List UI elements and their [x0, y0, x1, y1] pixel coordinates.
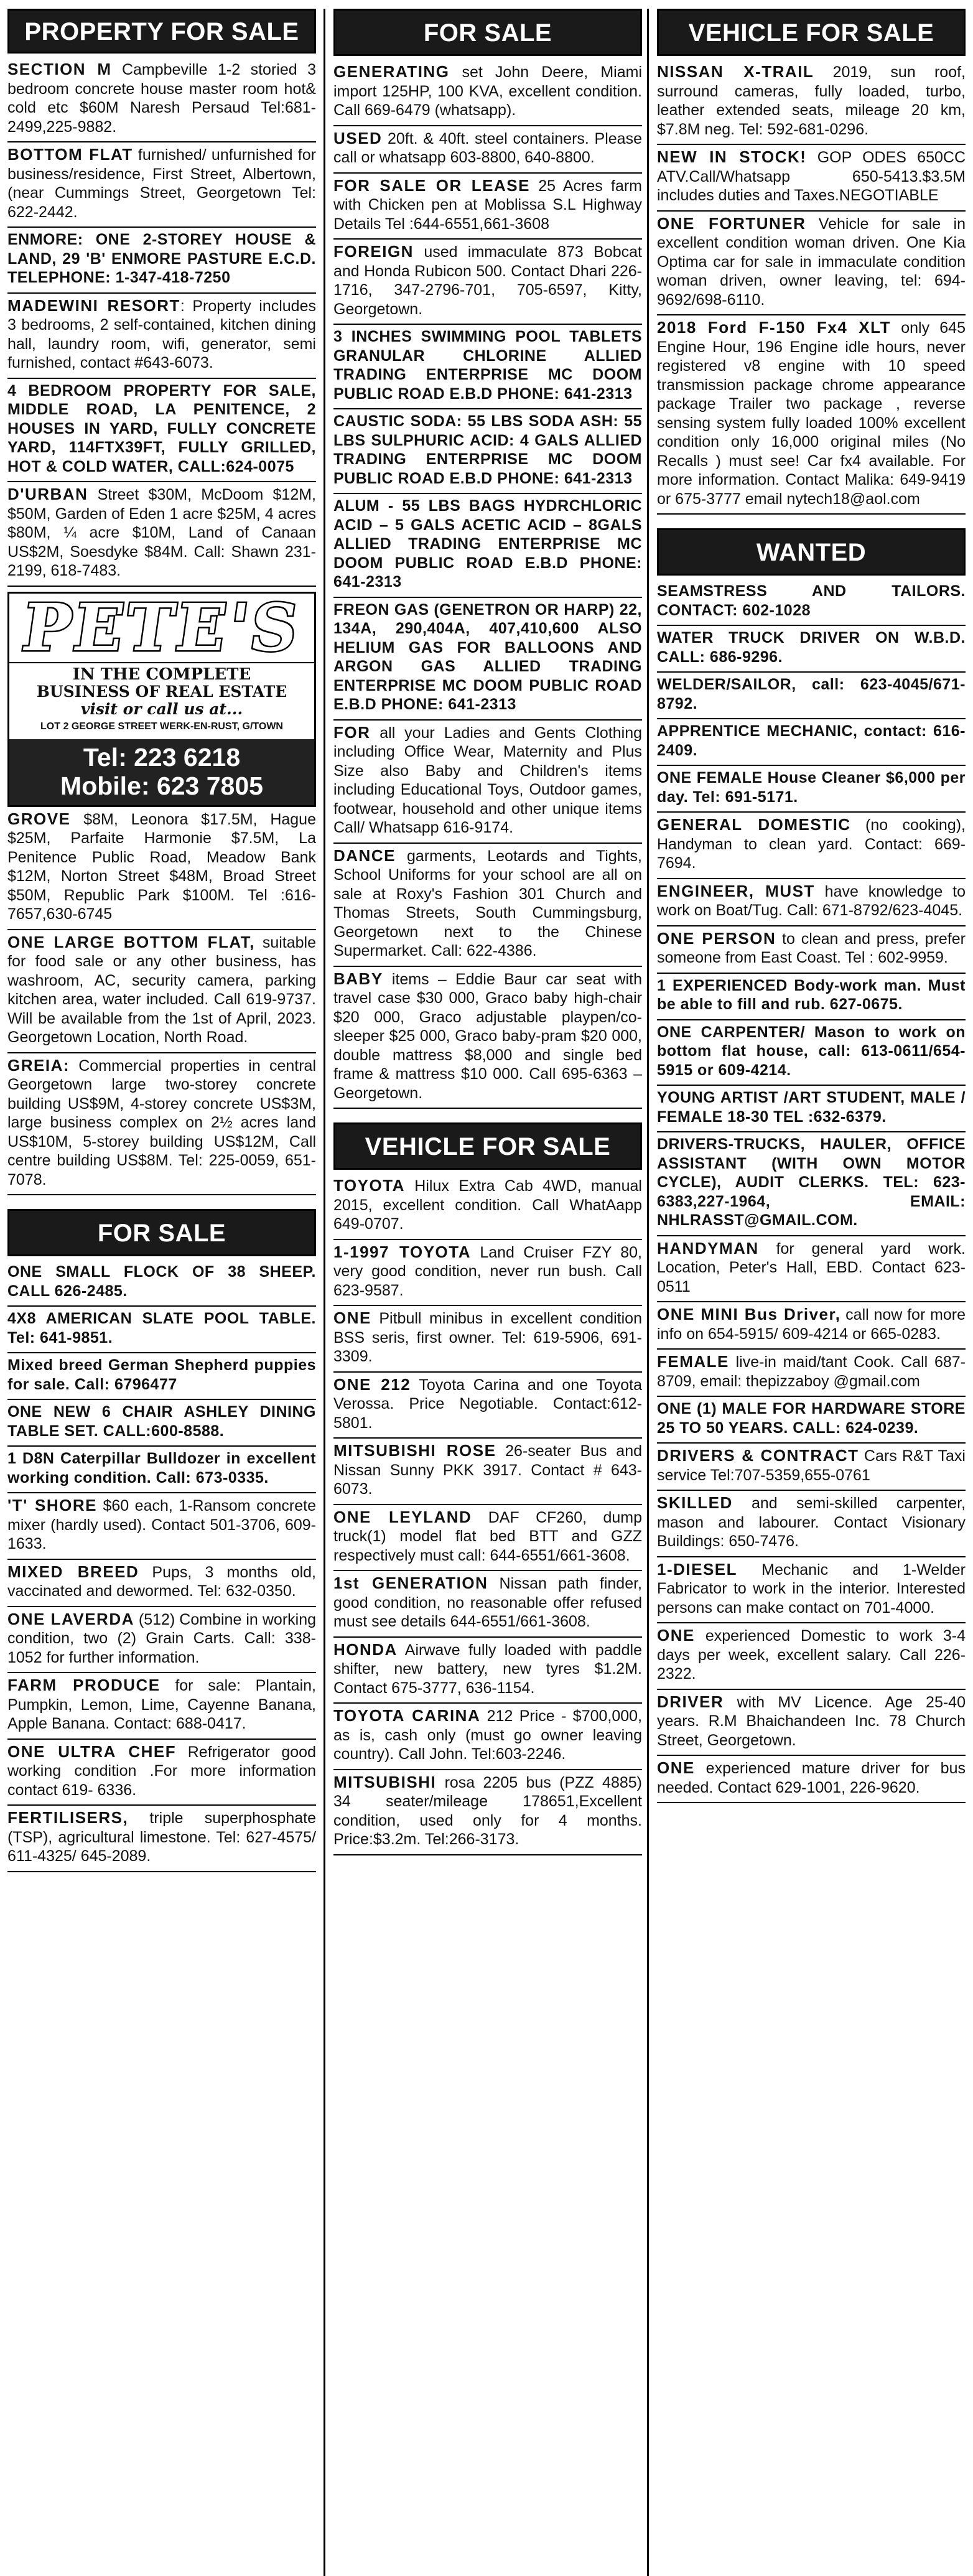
ad-keyword: DRIVER	[657, 1692, 724, 1711]
ad-text: furnished/ unfurnished for business/residence, First Street, Albertown, (near Cummings Street, Georgetown Tel: 622-2442.	[7, 146, 316, 221]
logo-wordmark: PETE'S	[17, 589, 306, 666]
ad-text: Refrigerator good working condition .For more information contact 619- 6336.	[7, 1743, 316, 1799]
classified-ad	[657, 1132, 966, 1236]
classified-ad	[657, 1444, 966, 1491]
classified-ad	[7, 1607, 316, 1674]
ad-text: garments, Leotards and Tights, School Uniforms for your school are all on sale at Roxy's Fashion 301 Church and Thomas Streets, South Cummingsburg, Georgetown next to the Chinese Supermarket. Call: 622-4386.	[333, 847, 642, 959]
ad-keyword: D'URBAN	[7, 485, 88, 503]
classified-ad	[333, 325, 642, 409]
classified-ad	[657, 1086, 966, 1132]
ad-keyword: ONE PERSON	[657, 928, 776, 948]
classified-ad	[657, 813, 966, 879]
classified-ad	[7, 294, 316, 379]
classified-ad	[657, 673, 966, 719]
classified-ad	[333, 60, 642, 126]
ad-keyword: SKILLED	[657, 1493, 733, 1512]
ad-text: WATER TRUCK DRIVER ON W.B.D. CALL: 686-9296.	[657, 629, 966, 666]
ad-keyword: HONDA	[333, 1640, 398, 1659]
ad-keyword: MITSUBISHI	[333, 1772, 437, 1791]
ad-keyword: FERTILISERS,	[7, 1808, 129, 1827]
classified-ad	[7, 228, 316, 294]
ad-text: 20ft. & 40ft. steel containers. Please call or whatsapp 603-8800, 640-8800.	[333, 129, 642, 166]
ad-keyword: DRIVERS & CONTRACT	[657, 1446, 859, 1465]
ad-keyword: NEW IN STOCK!	[657, 147, 807, 166]
classified-ad	[657, 1756, 966, 1803]
classified-ad	[657, 1350, 966, 1397]
ad-text: experienced mature driver for bus needed. Contact 629-1001, 226-9620.	[657, 1760, 966, 1796]
section-header-vehicle-for-sale: VEHICLE FOR SALE	[333, 1122, 642, 1170]
ad-keyword: ENGINEER, MUST	[657, 881, 815, 900]
classified-ad	[333, 1240, 642, 1307]
ad-text: SEAMSTRESS AND TAILORS. CONTACT: 602-1028	[657, 582, 966, 619]
ad-text: $8M, Leonora $17.5M, Hague $25M, Parfaite Harmonie $7.5M, La Penitence Public Road, Meadow Bank $12M, Norton Street $48M, Broad Street $50M, Republic Park $100M. Tel :616-7657,630-6745	[7, 810, 316, 923]
classified-ad	[657, 926, 966, 974]
ad-keyword: FOR	[333, 722, 371, 742]
classified-ad	[7, 1493, 316, 1560]
classified-ad	[7, 1353, 316, 1400]
ad-list	[333, 60, 642, 1109]
ad-text: items – Eddie Baur car seat with travel case $30 000, Graco baby high-chair $20 000, Graco adjustable playpen/co-sleeper $25 000, Graco baby-pram $20 000, double mattress $8,000 and single bed frame & mattress $10 000. Call 695-6363 – Georgetown.	[333, 970, 642, 1102]
ad-keyword: FOREIGN	[333, 242, 414, 261]
ad-text: Land Cruiser FZY 80, very good condition, never run bush. Call 623-9587.	[333, 1243, 642, 1299]
column-divider	[647, 9, 649, 2576]
classified-ad	[657, 1397, 966, 1444]
classified-ad	[333, 1571, 642, 1638]
ad-text: 4X8 AMERICAN SLATE POOL TABLE. Tel: 641-9851.	[7, 1310, 316, 1346]
ad-text: 4 BEDROOM PROPERTY FOR SALE, MIDDLE ROAD, LA PENITENCE, 2 HOUSES IN YARD, FULLY CONCRETE YARD, 114FTX39FT, FULLY GRILLED, HOT & COLD WATER, CALL:624-0075	[7, 381, 316, 475]
ad-list	[7, 57, 316, 587]
column-divider	[324, 9, 325, 2576]
ad-keyword: 2018 Ford F-150 Fx4 XLT	[657, 318, 891, 337]
classified-ad	[7, 1740, 316, 1806]
classified-ad	[7, 482, 316, 587]
column-vehicles-wanted	[657, 9, 966, 1803]
ad-keyword: ONE	[333, 1309, 371, 1327]
ad-text: call now for more info on 654-5915/ 609-4214 or 665-0283.	[657, 1306, 966, 1343]
ad-text: Commercial properties in central Georgetown large two-storey concrete building US$9M, 4-storey concrete US$3M, large business complex on 2½ acres land US$10M, 5-storey building US$12M, Call centre building US$8M. Tel: 225-0059, 651-7078.	[7, 1057, 316, 1188]
classified-ad	[333, 1638, 642, 1704]
classified-ad	[657, 626, 966, 673]
petes-real-estate-logo	[7, 589, 316, 807]
ad-list	[657, 579, 966, 1803]
classified-ad	[333, 1373, 642, 1439]
ad-keyword: FOR SALE OR LEASE	[333, 175, 530, 195]
ad-keyword: GROVE	[7, 809, 71, 828]
ad-list	[7, 807, 316, 1196]
ad-text: Toyota Carina and one Toyota Verossa. Price Negotiable. Contact:612-5801.	[333, 1376, 642, 1432]
ad-text: YOUNG ARTIST /ART STUDENT, MALE / FEMALE 18-30 TEL :632-6379.	[657, 1089, 966, 1126]
ad-text: Mechanic and 1-Welder Fabricator to work in the interior. Interested persons can make contact on 701-4000.	[657, 1561, 966, 1617]
classified-ad	[657, 579, 966, 626]
classified-ad	[333, 721, 642, 844]
ad-text: ONE SMALL FLOCK OF 38 SHEEP. CALL 626-2485.	[7, 1263, 316, 1300]
ad-text: Cars R&T Taxi service Tel:707-5359,655-0761	[657, 1447, 966, 1484]
ad-keyword: NISSAN X-TRAIL	[657, 62, 814, 81]
ad-keyword: ONE MINI Bus Driver,	[657, 1305, 841, 1323]
ad-keyword: 'T' SHORE	[7, 1496, 97, 1514]
classified-ad	[657, 1623, 966, 1690]
ad-text: 2019, sun roof, surround cameras, fully loaded, turbo, leather extended seats, mileage 20 km, $7.8M neg. Tel: 592-681-0296.	[657, 63, 966, 138]
classified-ad	[7, 1447, 316, 1493]
column-property	[7, 9, 316, 1872]
classified-ad	[7, 1673, 316, 1740]
ad-keyword: BABY	[333, 969, 383, 988]
ad-text: for general yard work. Location, Peter's Hall, EBD. Contact 623-0511	[657, 1239, 966, 1295]
ad-keyword: MITSUBISHI ROSE	[333, 1441, 496, 1460]
ad-text: Vehicle for sale in excellent condition woman driven. One Kia Optima car for sale in immaculate condition woman driven, owner leaving, tel: 694-9692/698-6110.	[657, 215, 966, 309]
ad-keyword: 1-1997 TOYOTA	[333, 1242, 471, 1261]
ad-keyword: SECTION M	[7, 60, 112, 78]
ad-text: and semi-skilled carpenter, mason and labourer. Contact Visionary Buildings: 650-7476.	[657, 1495, 966, 1550]
ad-text: (no cooking), Handyman to clean yard. Contact: 669-7694.	[657, 816, 966, 872]
ad-text: CAUSTIC SODA: 55 LBS SODA ASH: 55 LBS SULPHURIC ACID: 4 GALS ALLIED TRADING ENTERPRISE MC DOOM PUBLIC ROAD E.B.D PHONE: 641-2313	[333, 413, 642, 487]
logo-address: LOT 2 GEORGE STREET WERK-EN-RUST, G/TOWN	[40, 721, 283, 732]
ad-keyword: 1st GENERATION	[333, 1574, 488, 1592]
ad-keyword: ONE LAVERDA	[7, 1609, 134, 1628]
classified-ad	[657, 1690, 966, 1757]
classified-ad	[657, 1557, 966, 1624]
classified-ad	[7, 1806, 316, 1872]
ad-text: : Property includes 3 bedrooms, 2 self-contained, kitchen dining hall, laundry room, wifi, generator, semi furnished, contact #643-6073.	[7, 297, 316, 371]
classified-ad	[7, 1053, 316, 1196]
classified-ad	[333, 1505, 642, 1572]
classified-ad	[7, 379, 316, 483]
classified-ad	[333, 174, 642, 240]
classified-ad	[333, 240, 642, 325]
ad-keyword: MADEWINI RESORT	[7, 296, 180, 315]
classified-ad	[7, 57, 316, 142]
ad-text: Pups, 3 months old, vaccinated and dewormed. Tel: 632-0350.	[7, 1563, 316, 1600]
ad-text: to clean and press, prefer someone from East Coast. Tel : 602-9959.	[657, 930, 966, 966]
ad-keyword: GENERAL DOMESTIC	[657, 815, 851, 834]
ad-text: Nissan path finder, good condition, no reasonable offer refused must see details 644-6551/661-3608.	[333, 1575, 642, 1630]
ad-text: all your Ladies and Gents Clothing including Office Wear, Maternity and Plus Size also Baby and Children's items including Educational Toys, Outdoor games, footwear, household and other unique items Call/ Whatsapp 616-9174.	[333, 724, 642, 836]
classified-ad	[7, 142, 316, 228]
ad-text: live-in maid/tant Cook. Call 687-8709, email: thepizzaboy @gmail.com	[657, 1353, 966, 1390]
ad-text: ENMORE: ONE 2-STOREY HOUSE & LAND, 29 'B' ENMORE PASTURE E.C.D. TELEPHONE: 1-347-418-7250	[7, 231, 316, 286]
ad-text: 26-seater Bus and Nissan Sunny PKK 3917. Contact # 643-6073.	[333, 1442, 642, 1498]
ad-text: Campbeville 1-2 storied 3 bedroom concrete house master room hot& cold etc $60M Naresh Persaud Tel:681-2499,225-9882.	[7, 61, 317, 136]
ad-text: for sale: Plantain, Pumpkin, Lemon, Lime, Cayenne Banana, Apple Banana. Contact: 688-0417.	[7, 1677, 316, 1732]
ad-keyword: HANDYMAN	[657, 1238, 759, 1258]
ad-text: FREON GAS (GENETRON OR HARP) 22, 134A, 290,404A, 407,410,600 ALSO HELIUM GAS FOR BALLOONS AND ARGON GAS ALLIED TRADING ENTERPRISE MC DOOM PUBLIC ROAD E.B.D PHONE: 641-2313	[333, 600, 642, 713]
column-for-sale	[333, 9, 642, 1855]
ad-text: only 645 Engine Hour, 196 Engine idle hours, never registered v8 engine with 10 speed transmission package chrome appearance package Trailer two package , reverse sensing system fully loaded 100% excellent condition only 16,000 original miles (No Recalls ) must see! Car fx4 available. For more information. Contact Malika: 649-9419 or 675-3777 email nytech18@aol.com	[657, 319, 966, 508]
ad-list	[333, 1174, 642, 1855]
ad-text: $60 each, 1-Ransom concrete mixer (hardly used). Contact 501-3706, 609-1633.	[7, 1497, 317, 1552]
classified-ad	[657, 719, 966, 766]
ad-text: Street $30M, McDoom $12M, $50M, Garden of Eden 1 acre $25M, 4 acres $80M, ¼ acre $10M, Land of Canaan US$2M, Soesdyke $84M. Call: Shawn 231-2199, 618-7483.	[7, 486, 316, 579]
logo-tagline: BUSINESS OF REAL ESTATE	[36, 682, 287, 701]
logo-phone: Tel: 223 6218	[83, 742, 241, 772]
classified-ad	[657, 1020, 966, 1086]
ad-keyword: ONE	[657, 1758, 695, 1777]
ad-text: DRIVERS-TRUCKS, HAULER, OFFICE ASSISTANT (WITH OWN MOTOR CYCLE), AUDIT CLERKS. TEL: 623-6383,227-1964, EMAIL: NHLRASST@GMAIL.COM.	[657, 1136, 966, 1229]
classified-ad	[333, 1306, 642, 1373]
classified-ad	[657, 1302, 966, 1350]
section-header-property-for-sale: PROPERTY FOR SALE	[7, 9, 316, 54]
ad-text: WELDER/SAILOR, call: 623-4045/671-8792.	[657, 676, 966, 712]
ad-text: 1 EXPERIENCED Body-work man. Must be able to fill and rub. 627-0675.	[657, 976, 966, 1013]
ad-keyword: GENERATING	[333, 62, 450, 81]
section-header-for-sale: FOR SALE	[333, 9, 642, 56]
ad-keyword: ONE ULTRA CHEF	[7, 1742, 177, 1761]
ad-text: DAF CF260, dump truck(1) model flat bed BTT and GZZ respectively must call: 644-6551/661-3608.	[333, 1508, 643, 1564]
ad-keyword: FEMALE	[657, 1352, 729, 1371]
ad-text: ONE CARPENTER/ Mason to work on bottom flat house, call: 613-0611/654-5915 or 609-4214.	[657, 1023, 966, 1079]
logo-tagline: visit or call us at...	[80, 699, 243, 718]
ad-text: Pitbull minibus in excellent condition BSS seris, first owner. Tel: 619-5906, 691-3309.	[333, 1310, 642, 1365]
ad-keyword: ONE 212	[333, 1374, 411, 1394]
ad-text: ALUM - 55 LBS BAGS HYDRCHLORIC ACID – 5 GALS ACETIC ACID – 8GALS ALLIED TRADING ENTERPRISE MC DOOM PUBLIC ROAD E.B.D PHONE: 641-2313	[333, 497, 642, 590]
classified-ad	[333, 1439, 642, 1505]
ad-text: GOP ODES 650CC ATV.Call/Whatsapp 650-5413.$3.5M includes duties and Taxes.NEGOTIABLE	[657, 149, 966, 204]
ad-text: set John Deere, Miami import 125HP, 100 KVA, excellent condition. Call 669-6479 (whatsapp).	[333, 63, 642, 119]
classified-ad	[657, 212, 966, 316]
classified-ad	[657, 879, 966, 926]
ad-keyword: ONE LARGE BOTTOM FLAT,	[7, 932, 255, 951]
classified-ad	[657, 974, 966, 1020]
section-header-for-sale: FOR SALE	[7, 1209, 316, 1256]
ad-keyword: ONE FORTUNER	[657, 213, 806, 233]
classified-ad	[333, 1704, 642, 1770]
classified-ad	[333, 126, 642, 174]
ad-text: (512) Combine in working condition, two (2) Grain Carts. Call: 338-1052 for further information.	[7, 1610, 316, 1666]
ad-keyword: TOYOTA CARINA	[333, 1706, 481, 1725]
ad-text: 25 Acres farm with Chicken pen at Moblissa S.L Highway Details Tel :644-6551,661-3608	[333, 177, 642, 233]
ad-text: Hilux Extra Cab 4WD, manual 2015, excellent condition. Call WhatAapp 649-0707.	[333, 1177, 642, 1233]
ad-keyword: 1-DIESEL	[657, 1559, 738, 1579]
classified-ad	[657, 315, 966, 515]
classified-ad	[333, 494, 642, 598]
logo-tagline: IN THE COMPLETE	[72, 665, 251, 684]
ad-text: APPRENTICE MECHANIC, contact: 616-2409.	[657, 722, 966, 759]
ad-keyword: ONE	[657, 1626, 695, 1645]
ad-text: 3 INCHES SWIMMING POOL TABLETS GRANULAR CHLORINE ALLIED TRADING ENTERPRISE MC DOOM PUBLIC ROAD E.B.D PHONE: 641-2313	[333, 328, 642, 403]
ad-text: with MV Licence. Age 25-40 years. R.M Bhaichandeen Inc. 78 Church Street, Georgetown.	[657, 1693, 966, 1749]
ad-text: have knowledge to work on Boat/Tug. Call: 671-8792/623-4045.	[657, 882, 966, 919]
ad-text: ONE (1) MALE FOR HARDWARE STORE 25 TO 50 YEARS. CALL: 624-0239.	[657, 1400, 966, 1437]
ad-keyword: BOTTOM FLAT	[7, 145, 133, 164]
ad-keyword: GREIA:	[7, 1055, 70, 1075]
classified-ad	[7, 1560, 316, 1607]
ad-text: 212 Price - $700,000, as is, cash only (must go owner leaving country). Call John. Tel:603-2246.	[333, 1707, 643, 1763]
classified-ad	[657, 145, 966, 212]
ad-text: rosa 2205 bus (PZZ 4885) 34 seater/mileage 178651,Excellent condition, used only for 4 months. Price:$3.2m. Tel:266-3173.	[333, 1773, 642, 1848]
ad-text: experienced Domestic to work 3-4 days per week, excellent salary. Call 226-2322.	[657, 1627, 966, 1682]
section-header-vehicle-for-sale: VEHICLE FOR SALE	[657, 9, 966, 56]
ad-text: 1 D8N Caterpillar Bulldozer in excellent working condition. Call: 673-0335.	[7, 1450, 316, 1486]
classified-ad	[657, 60, 966, 145]
classified-ad	[7, 1400, 316, 1447]
classified-ad	[333, 1174, 642, 1240]
ad-text: suitable for food sale or any other business, has washroom, AC, security camera, parking kitchen area, water included. Call 619-9737. Will be available from the 1st of April, 2023. Georgetown Location, North Road.	[7, 933, 316, 1046]
classified-ad	[333, 598, 642, 721]
classified-ad	[657, 766, 966, 813]
ad-text: used immaculate 873 Bobcat and Honda Rubicon 500. Contact Dhari 226-1716, 347-2796-701, 705-6597, Kitty, Georgetown.	[333, 243, 642, 318]
classified-ad	[333, 409, 642, 494]
ad-list	[7, 1260, 316, 1872]
ad-keyword: MIXED BREED	[7, 1562, 139, 1581]
ad-text: ONE NEW 6 CHAIR ASHLEY DINING TABLE SET. CALL:600-8588.	[7, 1403, 316, 1440]
ad-keyword: TOYOTA	[333, 1176, 405, 1195]
ad-text: ONE FEMALE House Cleaner $6,000 per day. Tel: 691-5171.	[657, 769, 966, 806]
ad-keyword: USED	[333, 128, 383, 147]
classified-ad	[333, 1770, 642, 1855]
ad-list	[657, 60, 966, 515]
ad-text: Airwave fully loaded with paddle shifter, new battery, new tyres $1.2M. Contact 675-3777, 636-1154.	[333, 1641, 642, 1697]
classified-ad	[657, 1491, 966, 1557]
ad-text: Mixed breed German Shepherd puppies for sale. Call: 6796477	[7, 1356, 316, 1393]
classified-ad	[333, 844, 642, 967]
ad-keyword: DANCE	[333, 846, 396, 865]
ad-keyword: ONE LEYLAND	[333, 1507, 472, 1526]
logo-mobile: Mobile: 623 7805	[60, 771, 263, 800]
classified-ad	[7, 807, 316, 930]
classified-ad	[657, 1236, 966, 1303]
classified-ad	[7, 1260, 316, 1307]
ad-keyword: FARM PRODUCE	[7, 1676, 161, 1694]
classified-ad	[7, 930, 316, 1053]
ad-text: triple superphosphate (TSP), agricultural limestone. Tel: 627-4575/ 611-4325/ 645-2089.	[7, 1809, 316, 1865]
classified-ad	[333, 967, 642, 1109]
classified-ad	[7, 1307, 316, 1353]
section-header-wanted: WANTED	[657, 528, 966, 576]
